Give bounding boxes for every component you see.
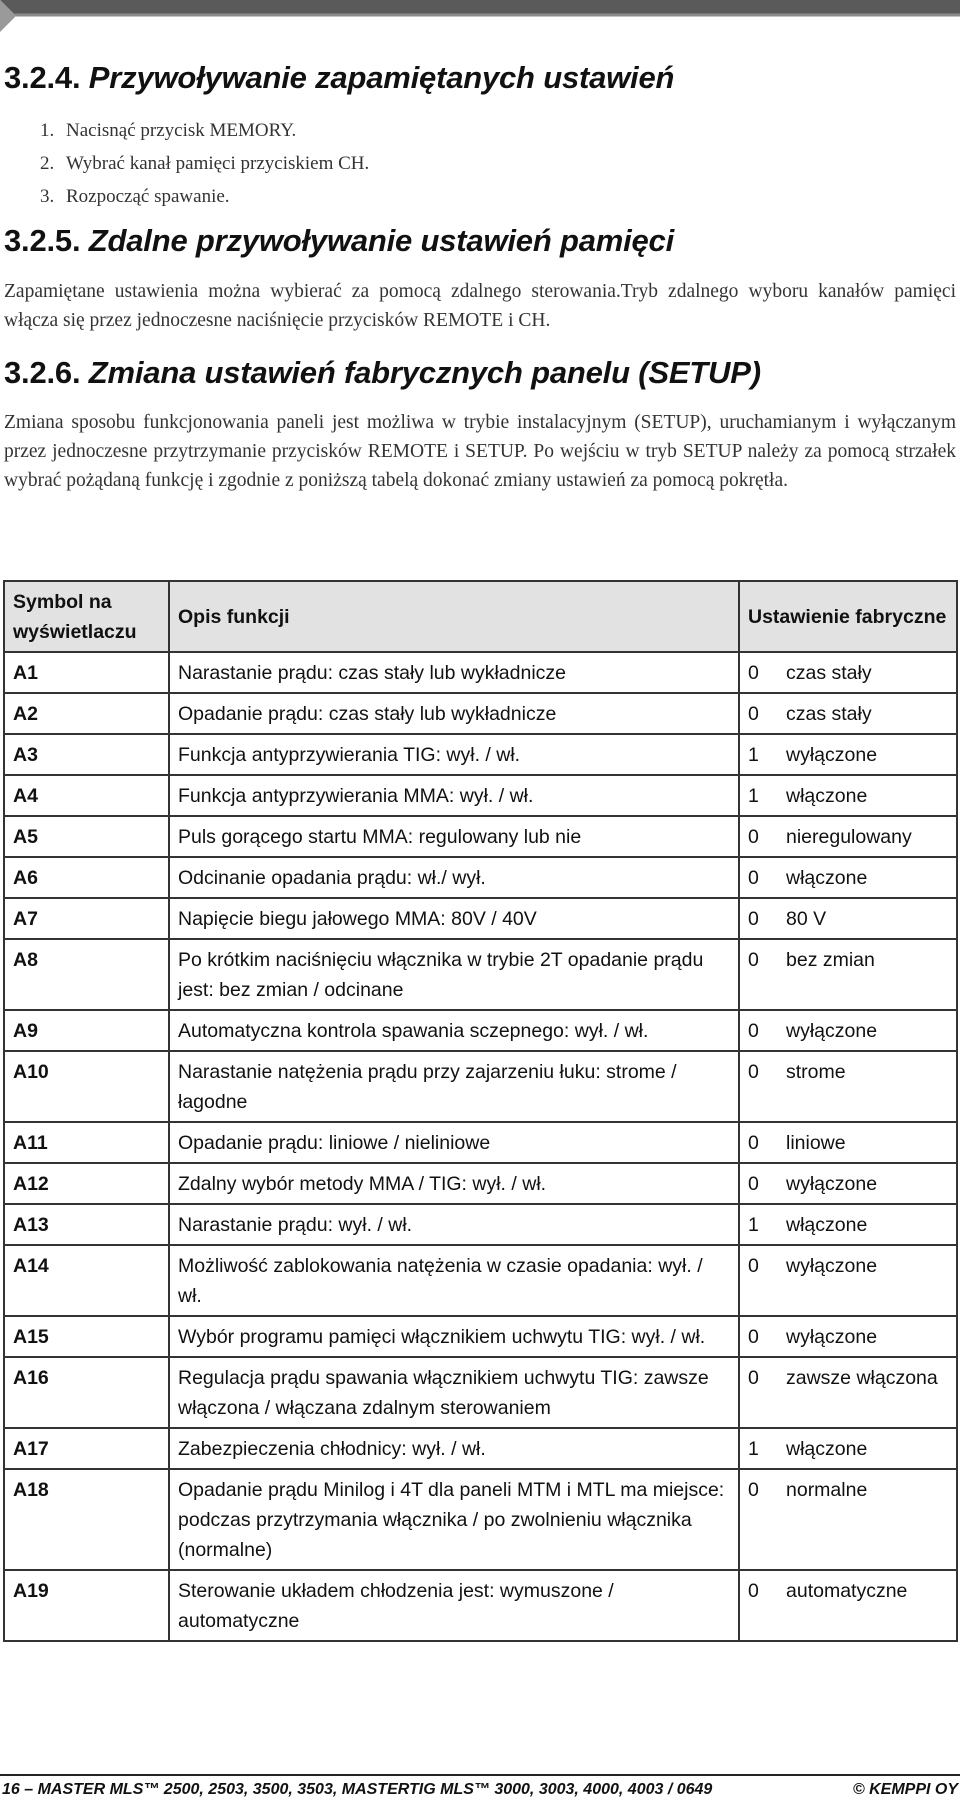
cell-symbol: A15 <box>4 1316 169 1357</box>
section-body-3-2-5: Zapamiętane ustawienia można wybierać za pomocą zdalnego sterowania.Tryb zdalnego wyboru kanałów pamięci włącza się przez jednoczesne naciśnięcie przycisków REMOTE i CH. <box>4 281 956 331</box>
step-text: Wybrać kanał pamięci przyciskiem CH. <box>66 153 370 174</box>
section-heading-3-2-6 <box>4 355 761 391</box>
cell-default <box>739 898 957 939</box>
default-value: 1 <box>748 1438 759 1460</box>
section-title: Zdalne przywoływanie ustawień pamięci <box>88 223 675 258</box>
section-title: Zmiana ustawień fabrycznych panelu (SETUP) <box>88 355 761 390</box>
cell-description: Narastanie natężenia prądu przy zajarzeniu łuku: strome / łagodne <box>169 1051 739 1122</box>
table-row <box>4 1316 957 1357</box>
cell-symbol: A3 <box>4 734 169 775</box>
section-number: 3.2.6. <box>4 355 81 390</box>
table-row <box>4 1357 957 1428</box>
table-row <box>4 775 957 816</box>
table-row <box>4 1204 957 1245</box>
default-value: 1 <box>748 744 759 766</box>
table-row <box>4 734 957 775</box>
cell-description: Sterowanie układem chłodzenia jest: wymuszone / automatyczne <box>169 1570 739 1641</box>
cell-default <box>739 939 957 1010</box>
default-value: 0 <box>748 1479 759 1501</box>
table-row <box>4 1122 957 1163</box>
section-number: 3.2.4. <box>4 60 81 95</box>
cell-default <box>739 1010 957 1051</box>
cell-description: Opadanie prądu: liniowe / nieliniowe <box>169 1122 739 1163</box>
header-description: Opis funkcji <box>169 581 739 652</box>
cell-default <box>739 652 957 693</box>
default-value: 0 <box>748 662 759 684</box>
step-number: 3. <box>40 186 55 207</box>
steps-list <box>40 114 369 213</box>
cell-description: Po krótkim naciśnięciu włącznika w trybie 2T opadanie prądu jest: bez zmian / odcinane <box>169 939 739 1010</box>
default-setting: włączone <box>786 867 868 889</box>
default-setting: wyłączone <box>786 1020 878 1042</box>
cell-description: Zdalny wybór metody MMA / TIG: wył. / wł. <box>169 1163 739 1204</box>
cell-description: Narastanie prądu: czas stały lub wykładnicze <box>169 652 739 693</box>
default-setting: normalne <box>786 1479 868 1501</box>
cell-description: Puls gorącego startu MMA: regulowany lub nie <box>169 816 739 857</box>
table-row <box>4 693 957 734</box>
cell-symbol: A7 <box>4 898 169 939</box>
footer-divider <box>0 1774 960 1776</box>
table-header-row <box>4 581 957 652</box>
section-number: 3.2.5. <box>4 223 81 258</box>
step-text: Nacisnąć przycisk MEMORY. <box>66 120 297 141</box>
default-value: 0 <box>748 1061 759 1083</box>
cell-default <box>739 1570 957 1641</box>
cell-default <box>739 1051 957 1122</box>
list-item <box>40 147 369 180</box>
default-value: 0 <box>748 826 759 848</box>
default-value: 1 <box>748 785 759 807</box>
table-row <box>4 816 957 857</box>
default-setting: 80 V <box>786 908 827 930</box>
section-heading-3-2-4 <box>4 60 674 96</box>
cell-symbol: A19 <box>4 1570 169 1641</box>
default-setting: wyłączone <box>786 744 878 766</box>
cell-symbol: A5 <box>4 816 169 857</box>
cell-symbol: A18 <box>4 1469 169 1570</box>
default-value: 1 <box>748 1214 759 1236</box>
default-value: 0 <box>748 1020 759 1042</box>
cell-default <box>739 734 957 775</box>
footer-copyright: © KEMPPI OY <box>852 1781 958 1798</box>
default-value: 0 <box>748 908 759 930</box>
cell-default <box>739 1469 957 1570</box>
cell-symbol: A8 <box>4 939 169 1010</box>
cell-symbol: A6 <box>4 857 169 898</box>
step-number: 1. <box>40 120 55 141</box>
cell-default <box>739 1122 957 1163</box>
footer-product-info: 16 – MASTER MLS™ 2500, 2503, 3500, 3503, MASTERTIG MLS™ 3000, 3003, 4000, 4003 / 0649 <box>2 1781 713 1798</box>
cell-description: Napięcie biegu jałowego MMA: 80V / 40V <box>169 898 739 939</box>
default-setting: wyłączone <box>786 1326 878 1348</box>
cell-symbol: A1 <box>4 652 169 693</box>
section-title: Przywoływanie zapamiętanych ustawień <box>88 60 675 95</box>
cell-symbol: A13 <box>4 1204 169 1245</box>
cell-description: Funkcja antyprzywierania TIG: wył. / wł. <box>169 734 739 775</box>
default-setting: bez zmian <box>786 949 875 971</box>
cell-default <box>739 1428 957 1469</box>
table-row <box>4 939 957 1010</box>
cell-symbol: A2 <box>4 693 169 734</box>
cell-symbol: A14 <box>4 1245 169 1316</box>
default-setting: wyłączone <box>786 1255 878 1277</box>
default-setting: nieregulowany <box>786 826 912 848</box>
table-row <box>4 898 957 939</box>
default-value: 0 <box>748 1132 759 1154</box>
step-number: 2. <box>40 153 55 174</box>
cell-symbol: A17 <box>4 1428 169 1469</box>
cell-description: Opadanie prądu Minilog i 4T dla paneli MTM i MTL ma miejsce: podczas przytrzymania włącznika / po zwolnieniu włącznika (normalne) <box>169 1469 739 1570</box>
header-symbol: Symbol na wyświetlaczu <box>4 581 169 652</box>
cell-symbol: A4 <box>4 775 169 816</box>
table-row <box>4 1163 957 1204</box>
table-row <box>4 857 957 898</box>
default-setting: włączone <box>786 1214 868 1236</box>
cell-description: Odcinanie opadania prądu: wł./ wył. <box>169 857 739 898</box>
cell-description: Automatyczna kontrola spawania sczepnego: wył. / wł. <box>169 1010 739 1051</box>
cell-symbol: A11 <box>4 1122 169 1163</box>
default-setting: włączone <box>786 785 868 807</box>
default-value: 0 <box>748 1326 759 1348</box>
default-setting: liniowe <box>786 1132 846 1154</box>
table-row <box>4 1469 957 1570</box>
cell-default <box>739 775 957 816</box>
header-default: Ustawienie fabryczne <box>739 581 957 652</box>
step-text: Rozpocząć spawanie. <box>66 186 230 207</box>
default-setting: czas stały <box>786 662 872 684</box>
table-row <box>4 1010 957 1051</box>
cell-symbol: A12 <box>4 1163 169 1204</box>
cell-symbol: A9 <box>4 1010 169 1051</box>
cell-default <box>739 1204 957 1245</box>
table-row <box>4 652 957 693</box>
table-row <box>4 1245 957 1316</box>
default-setting: zawsze włączona <box>786 1367 938 1389</box>
cell-default <box>739 1163 957 1204</box>
default-setting: wyłączone <box>786 1173 878 1195</box>
default-setting: włączone <box>786 1438 868 1460</box>
table-row <box>4 1051 957 1122</box>
cell-default <box>739 857 957 898</box>
default-setting: automatyczne <box>786 1580 908 1602</box>
default-value: 0 <box>748 867 759 889</box>
header-decorative-bar <box>0 0 960 32</box>
cell-description: Funkcja antyprzywierania MMA: wył. / wł. <box>169 775 739 816</box>
cell-description: Możliwość zablokowania natężenia w czasie opadania: wył. / wł. <box>169 1245 739 1316</box>
cell-symbol: A16 <box>4 1357 169 1428</box>
default-setting: strome <box>786 1061 846 1083</box>
section-body-3-2-6: Zmiana sposobu funkcjonowania paneli jest możliwa w trybie instalacyjnym (SETUP), uruchamianym i wyłączanym przez jednoczesne przytrzymanie przycisków REMOTE i SETUP. Po wejściu w tryb SETUP należy za pomocą strzałek wybrać pożądaną funkcję i zgodnie z poniższą tabelą dokonać zmiany ustawień za pomocą pokrętła. <box>4 412 956 491</box>
default-value: 0 <box>748 1580 759 1602</box>
cell-description: Wybór programu pamięci włącznikiem uchwytu TIG: wył. / wł. <box>169 1316 739 1357</box>
table-row <box>4 1570 957 1641</box>
list-item <box>40 114 369 147</box>
cell-description: Narastanie prądu: wył. / wł. <box>169 1204 739 1245</box>
cell-symbol: A10 <box>4 1051 169 1122</box>
default-value: 0 <box>748 949 759 971</box>
cell-default <box>739 816 957 857</box>
cell-default <box>739 1316 957 1357</box>
cell-description: Opadanie prądu: czas stały lub wykładnicze <box>169 693 739 734</box>
cell-default <box>739 1357 957 1428</box>
cell-description: Zabezpieczenia chłodnicy: wył. / wł. <box>169 1428 739 1469</box>
cell-description: Regulacja prądu spawania włącznikiem uchwytu TIG: zawsze włączona / włączana zdalnym sterowaniem <box>169 1357 739 1428</box>
section-heading-3-2-5 <box>4 223 674 259</box>
default-value: 0 <box>748 1367 759 1389</box>
default-value: 0 <box>748 703 759 725</box>
cell-default <box>739 1245 957 1316</box>
default-value: 0 <box>748 1173 759 1195</box>
setup-functions-table <box>3 580 958 1642</box>
list-item <box>40 180 369 213</box>
default-value: 0 <box>748 1255 759 1277</box>
table-row <box>4 1428 957 1469</box>
cell-default <box>739 693 957 734</box>
default-setting: czas stały <box>786 703 872 725</box>
